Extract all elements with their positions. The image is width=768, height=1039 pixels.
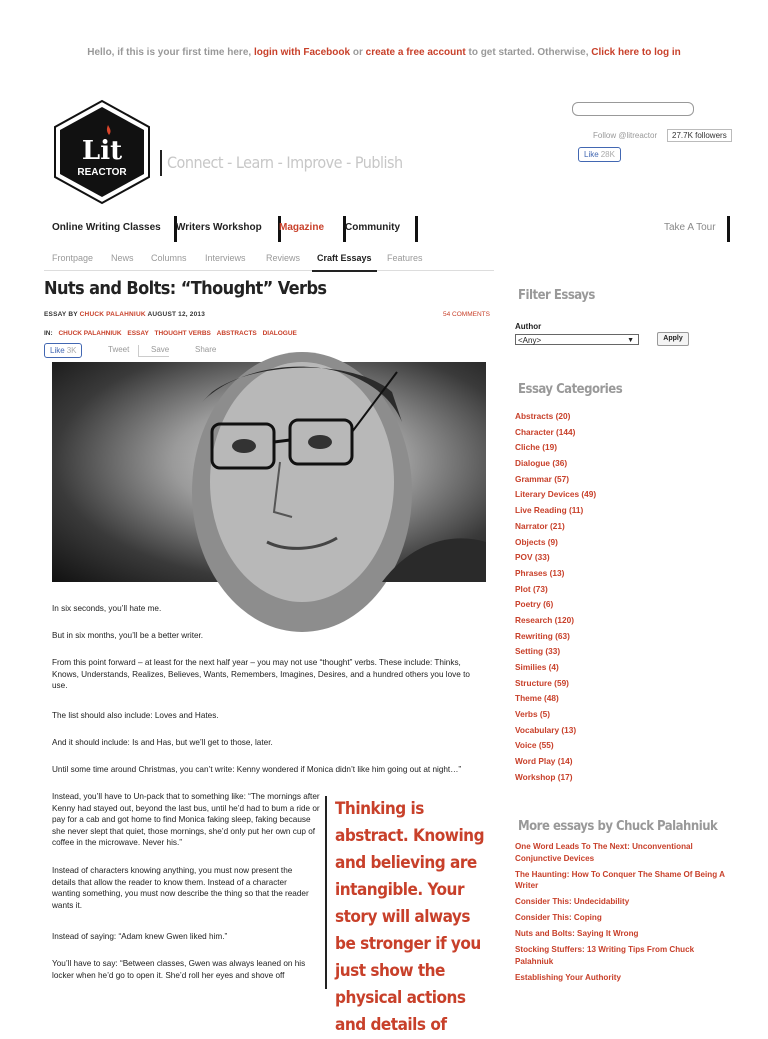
category-link[interactable]: Workshop (17) — [515, 771, 573, 782]
welcome-mid: to get started. Otherwise, — [468, 47, 589, 58]
author-link[interactable]: CHUCK PALAHNIUK — [79, 311, 146, 318]
category-link[interactable]: Live Reading (11) — [515, 505, 584, 516]
category-link[interactable]: Similies (4) — [515, 662, 559, 672]
comments-link[interactable]: 54 COMMENTS — [443, 311, 490, 318]
nav-online-writing-classes[interactable]: Online Writing Classes — [44, 216, 177, 242]
article-paragraph: Until some time around Christmas, you can’t write: Kenny wondered if Monica didn’t like him going out at night…” — [52, 765, 462, 774]
welcome-or: or — [352, 47, 363, 58]
subnav-reviews[interactable]: Reviews — [266, 253, 301, 263]
article-paragraph: From this point forward – at least for the next half year – you may not use “thought” verbs. These include: Thinks, Knows, Understands, Realizes, Believes, Wants, Remembers, Imagines, Desires, and a hundred others you love to use. — [52, 658, 470, 691]
category-link[interactable]: Abstracts (20) — [515, 411, 571, 421]
author-select-value: <Any> — [518, 336, 542, 345]
category-link[interactable]: Grammar (57) — [515, 473, 569, 484]
article-paragraph: In six seconds, you’ll hate me. — [52, 604, 162, 613]
tag-link[interactable]: DIALOGUE — [262, 330, 297, 337]
nav-take-a-tour[interactable]: Take A Tour — [656, 216, 730, 242]
apply-button[interactable]: Apply — [657, 332, 689, 346]
essay-link[interactable]: Establishing Your Authority — [515, 972, 621, 982]
nav-writers-workshop[interactable]: Writers Workshop — [168, 216, 281, 242]
category-link[interactable]: Plot (73) — [515, 583, 548, 594]
essay-link[interactable]: The Haunting: How To Conquer The Shame Of Being A Writer — [515, 869, 725, 890]
twitter-follow-link[interactable]: Follow @litreactor — [593, 131, 658, 140]
login-link[interactable]: Click here to log in — [591, 47, 681, 58]
like-count: 28K — [600, 150, 615, 159]
page-title: Nuts and Bolts: “Thought” Verbs — [44, 278, 327, 299]
more-essays-heading: More essays by Chuck Palahniuk — [518, 819, 718, 834]
tags-in-label: IN: — [44, 330, 53, 337]
category-link[interactable]: Character (144) — [515, 426, 576, 437]
essay-link[interactable]: Nuts and Bolts: Saying It Wrong — [515, 929, 639, 938]
article-paragraph: Instead of characters knowing anything, you must now present the details that allow the reader to know them. Instead of a character wanting something, you must now describe the thing so that the reader wants it. — [52, 866, 309, 910]
nav-magazine[interactable]: Magazine — [271, 216, 346, 242]
tag-link[interactable]: CHUCK PALAHNIUK — [58, 330, 122, 337]
category-link[interactable]: Narrator (21) — [515, 520, 565, 531]
article-paragraph: Instead, you’ll have to Un-pack that to something like: “The mornings after Kenny had stayed out, beyond the last bus, until he’d had to bum a ride or pay for a cab and got home to find Monica faking sleep, faking because she never slept that quiet, those mornings, she’d only put her own cup of coffee in the microwave. Never his.” — [52, 792, 320, 848]
followers-count: 27.7K followers — [667, 129, 732, 142]
save-button[interactable] — [138, 345, 169, 357]
article-paragraph: The list should also include: Loves and Hates. — [52, 711, 219, 720]
subnav-interviews[interactable]: Interviews — [205, 253, 246, 263]
litreactor-logo[interactable] — [52, 99, 152, 205]
category-link[interactable]: Setting (33) — [515, 646, 561, 657]
nav-community[interactable]: Community — [337, 216, 418, 242]
logo-lit: Lit — [81, 136, 123, 166]
create-account-link[interactable]: create a free account — [365, 47, 466, 58]
category-link[interactable]: Literary Devices (49) — [515, 489, 597, 500]
category-link[interactable]: POV (33) — [515, 552, 550, 563]
subnav-columns[interactable]: Columns — [151, 253, 187, 263]
category-link[interactable]: Theme (48) — [515, 693, 559, 704]
author-photo — [52, 362, 486, 582]
filter-essays-heading: Filter Essays — [518, 288, 595, 303]
tweet-button[interactable]: Tweet — [108, 345, 130, 354]
subnav-features[interactable]: Features — [387, 253, 423, 263]
essay-link[interactable]: Stocking Stuffers: 13 Writing Tips From Chuck Palahniuk — [515, 945, 695, 966]
category-link[interactable]: Vocabulary (13) — [515, 724, 577, 735]
category-link[interactable]: Word Play (14) — [515, 756, 573, 767]
category-link[interactable]: Voice (55) — [515, 740, 554, 751]
share-button[interactable]: Share — [195, 345, 217, 354]
author-select[interactable] — [515, 334, 639, 345]
article-date: AUGUST 12, 2013 — [147, 311, 206, 318]
essay-link[interactable]: One Word Leads To The Next: Unconventional Conjunctive Devices — [515, 842, 693, 863]
category-list — [515, 410, 596, 787]
category-link[interactable]: Structure (59) — [515, 677, 569, 688]
article-paragraph: You’ll have to say: “Between classes, Gwen was always leaned on his locker when he’d go to open it. She’d roll her eyes and shove off — [52, 959, 306, 980]
sub-nav — [44, 248, 494, 271]
category-link[interactable]: Objects (9) — [515, 536, 558, 547]
portrait-image — [52, 362, 486, 582]
category-link[interactable]: Cliche (19) — [515, 442, 557, 453]
like-label: Like — [584, 150, 599, 159]
article-paragraph: Instead of saying: “Adam knew Gwen liked him.” — [52, 932, 228, 941]
welcome-text: Hello, if this is your first time here, — [87, 47, 252, 58]
dropdown-arrow-icon: ▼ — [627, 337, 634, 344]
article-paragraph: And it should include: Is and Has, but we’ll get to those, later. — [52, 738, 273, 747]
category-link[interactable]: Research (120) — [515, 614, 575, 625]
like-count: 3K — [66, 346, 77, 355]
category-link[interactable]: Poetry (6) — [515, 599, 554, 610]
subnav-news[interactable]: News — [111, 253, 134, 263]
facebook-login-link[interactable]: login with Facebook — [253, 47, 351, 58]
tag-link[interactable]: THOUGHT VERBS — [154, 330, 211, 337]
essay-link[interactable]: Consider This: Coping — [515, 913, 602, 922]
main-nav — [44, 216, 730, 242]
category-link[interactable]: Phrases (13) — [515, 567, 565, 578]
subnav-frontpage[interactable]: Frontpage — [52, 253, 94, 263]
logo-reactor: REACTOR — [77, 167, 127, 178]
search-input[interactable] — [572, 102, 694, 116]
pull-quote: Thinking is abstract. Knowing and believing are intangible. Your story will always be stronger if you just show the physical actions and details of — [325, 796, 495, 989]
essay-categories-heading: Essay Categories — [518, 382, 623, 397]
article-byline — [44, 311, 205, 318]
category-link[interactable]: Verbs (5) — [515, 709, 551, 720]
category-link[interactable]: Rewriting (63) — [515, 630, 570, 641]
more-essays-list — [515, 841, 730, 988]
like-label: Like — [50, 346, 65, 355]
subnav-craft-essays[interactable]: Craft Essays — [312, 248, 377, 272]
header-like-button[interactable] — [578, 147, 621, 162]
article-paragraph: But in six months, you’ll be a better writer. — [52, 631, 204, 640]
welcome-bar — [0, 47, 768, 58]
author-filter-label: Author — [515, 322, 542, 331]
tag-link[interactable]: ABSTRACTS — [216, 330, 257, 337]
article-tags — [44, 330, 297, 337]
tag-link[interactable]: ESSAY — [127, 330, 149, 337]
category-link[interactable]: Dialogue (36) — [515, 458, 568, 469]
essay-link[interactable]: Consider This: Undecidability — [515, 897, 630, 906]
article-like-button[interactable] — [44, 343, 82, 358]
tagline: Connect - Learn - Improve - Publish — [160, 150, 403, 176]
essay-by-label: ESSAY BY — [44, 311, 78, 318]
save-label: Save — [151, 345, 170, 354]
